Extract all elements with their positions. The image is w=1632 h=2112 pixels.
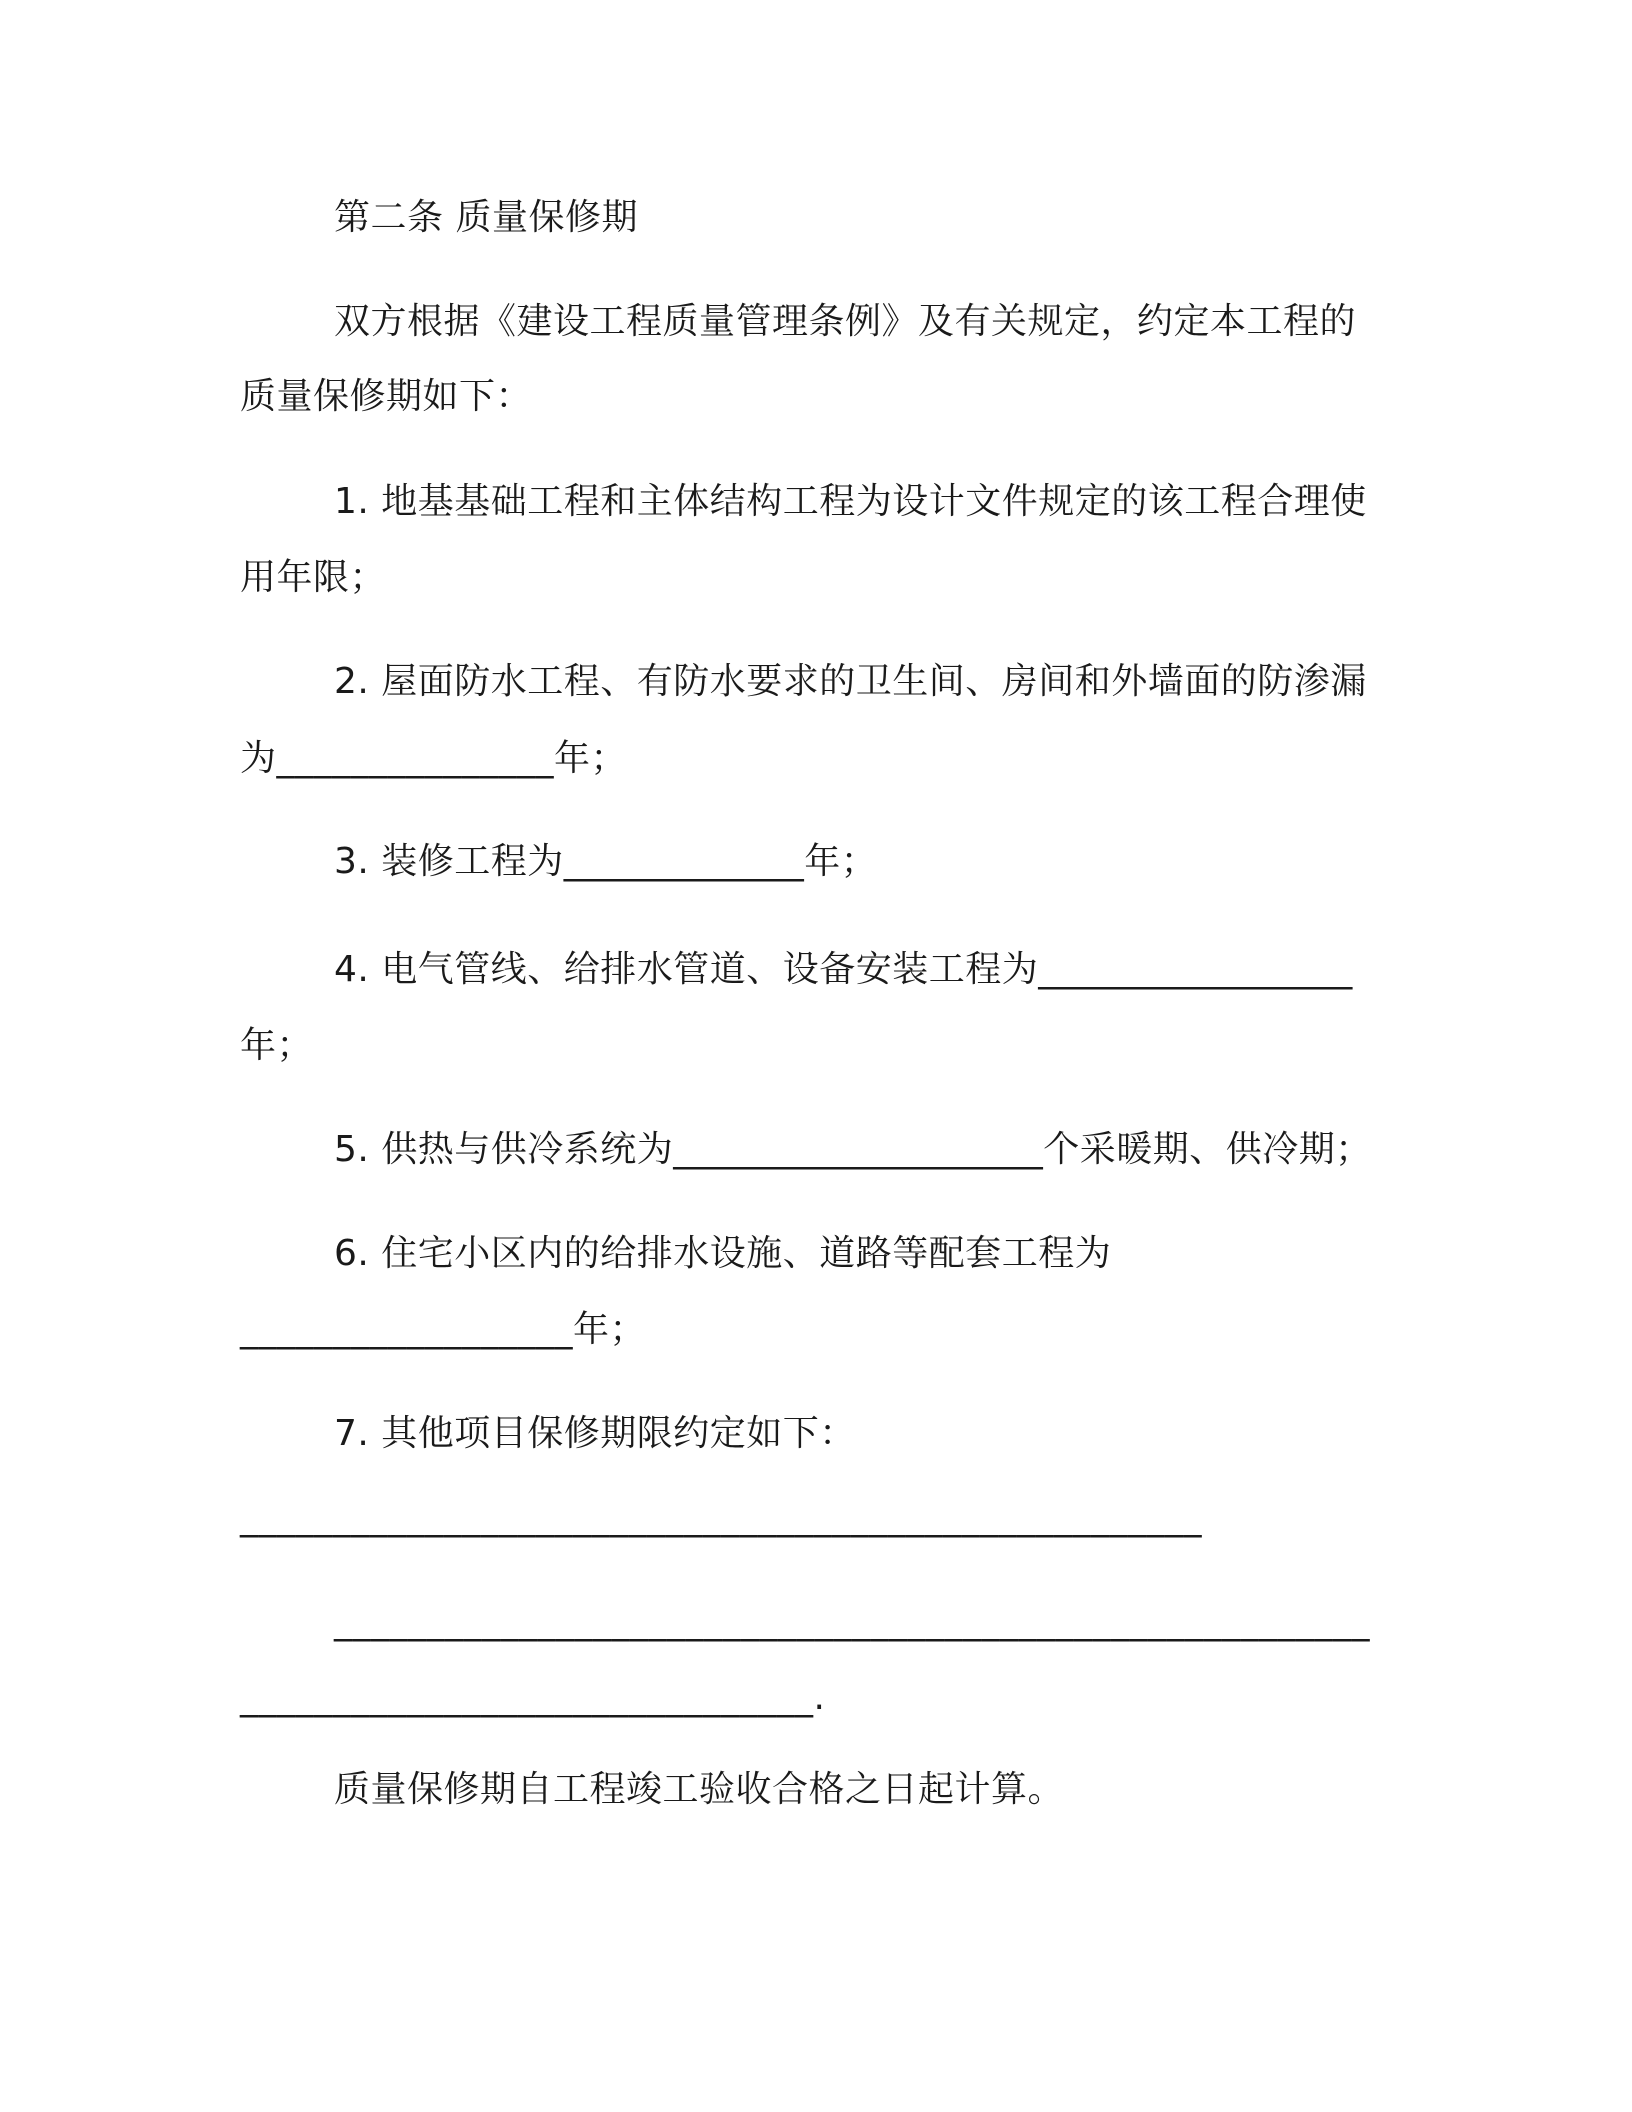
item-1-line-1: 1. 地基基础工程和主体结构工程为设计文件规定的该工程合理使 bbox=[334, 481, 1367, 522]
item-6-line-2: __________________年； bbox=[240, 1309, 647, 1350]
intro-line-2: 质量保修期如下： bbox=[240, 376, 533, 417]
item-4-line-2: 年； bbox=[240, 1025, 314, 1066]
item-2-line-2: 为_______________年； bbox=[240, 738, 628, 779]
intro-line-1: 双方根据《建设工程质量管理条例》及有关规定，约定本工程的 bbox=[334, 301, 1357, 342]
blank-line-3: _______________________________. bbox=[240, 1677, 826, 1718]
item-4-line-1: 4. 电气管线、给排水管道、设备安装工程为_________________ bbox=[334, 949, 1353, 990]
item-5: 5. 供热与供冷系统为____________________个采暖期、供冷期； bbox=[334, 1129, 1372, 1170]
item-2-line-1: 2. 屋面防水工程、有防水要求的卫生间、房间和外墙面的防渗漏 bbox=[334, 661, 1367, 702]
section-heading: 第二条 质量保修期 bbox=[334, 197, 638, 238]
closing-text: 质量保修期自工程竣工验收合格之日起计算。 bbox=[334, 1769, 1065, 1810]
blank-line-1: ____________________________________________________ bbox=[240, 1497, 1202, 1538]
item-1-line-2: 用年限； bbox=[240, 557, 387, 598]
blank-line-2: ________________________________________________________ bbox=[334, 1601, 1370, 1642]
item-6-line-1: 6. 住宅小区内的给排水设施、道路等配套工程为 bbox=[334, 1233, 1112, 1274]
item-7: 7. 其他项目保修期限约定如下： bbox=[334, 1413, 856, 1454]
item-3: 3. 装修工程为_____________年； bbox=[334, 841, 878, 882]
